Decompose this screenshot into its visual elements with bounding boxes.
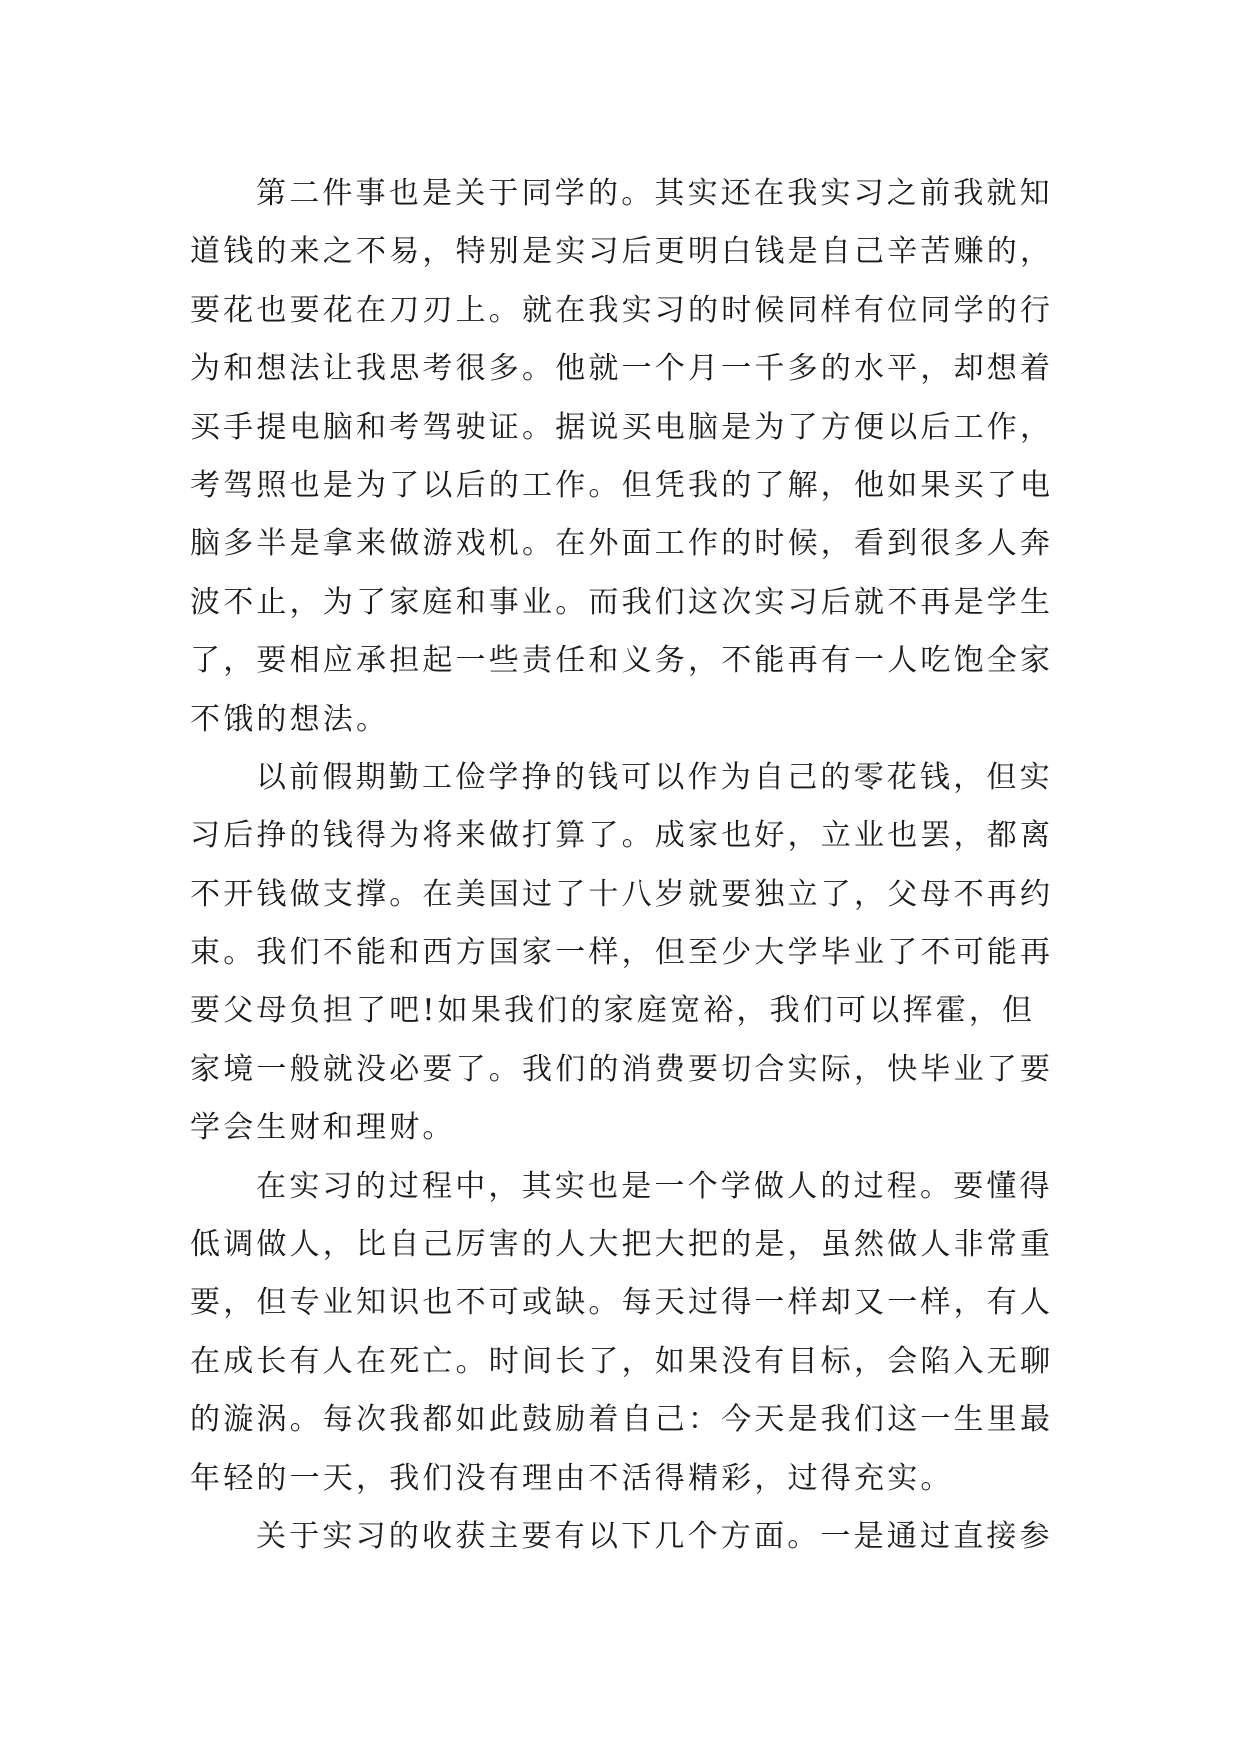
paragraph-2 xyxy=(190,749,1070,1158)
text-line: 脑多半是拿来做游戏机。在外面工作的时候，看到很多人奔 xyxy=(190,526,1054,562)
text-line: 要花也要花在刀刃上。就在我实习的时候同样有位同学的行 xyxy=(190,292,1054,328)
text-line: 家境一般就没必要了。我们的消费要切合实际，快毕业了要 xyxy=(190,1051,1054,1087)
text-line: 年轻的一天，我们没有理由不活得精彩，过得充实。 xyxy=(190,1460,954,1496)
text-line: 道钱的来之不易，特别是实习后更明白钱是自己辛苦赚的， xyxy=(190,234,1054,270)
text-line: 学会生财和理财。 xyxy=(190,1110,456,1146)
text-line: 为和想法让我思考很多。他就一个月一千多的水平，却想着 xyxy=(190,351,1054,387)
text-line: 在实习的过程中，其实也是一个学做人的过程。要懂得 xyxy=(256,1168,1053,1204)
paragraph-1 xyxy=(190,165,1070,749)
text-line: 束。我们不能和西方国家一样，但至少大学毕业了不可能再 xyxy=(190,935,1054,971)
text-line: 以前假期勤工俭学挣的钱可以作为自己的零花钱，但实 xyxy=(256,759,1053,795)
text-line: 要，但专业知识也不可或缺。每天过得一样却又一样，有人 xyxy=(190,1285,1054,1321)
text-line: 习后挣的钱得为将来做打算了。成家也好，立业也罢，都离 xyxy=(190,818,1054,854)
text-line: 不开钱做支撑。在美国过了十八岁就要独立了，父母不再约 xyxy=(190,876,1054,912)
text-line: 要父母负担了吧!如果我们的家庭宽裕，我们可以挥霍，但 xyxy=(190,993,1036,1029)
text-line: 买手提电脑和考驾驶证。据说买电脑是为了方便以后工作， xyxy=(190,409,1054,445)
text-line: 的漩涡。每次我都如此鼓励着自己：今天是我们这一生里最 xyxy=(190,1402,1054,1438)
paragraph-4 xyxy=(190,1508,1070,1566)
text-line: 关于实习的收获主要有以下几个方面。一是通过直接参 xyxy=(256,1518,1053,1554)
text-line: 波不止，为了家庭和事业。而我们这次实习后就不再是学生 xyxy=(190,584,1054,620)
text-line: 考驾照也是为了以后的工作。但凭我的了解，他如果买了电 xyxy=(190,467,1054,503)
text-line: 在成长有人在死亡。时间长了，如果没有目标，会陷入无聊 xyxy=(190,1343,1054,1379)
text-line: 第二件事也是关于同学的。其实还在我实习之前我就知 xyxy=(256,176,1053,211)
paragraph-3 xyxy=(190,1158,1070,1508)
document-body xyxy=(190,165,1070,1566)
text-line: 不饿的想法。 xyxy=(190,701,390,737)
text-line: 了，要相应承担起一些责任和义务，不能再有一人吃饱全家 xyxy=(190,643,1054,679)
text-line: 低调做人，比自己厉害的人大把大把的是，虽然做人非常重 xyxy=(190,1227,1054,1263)
